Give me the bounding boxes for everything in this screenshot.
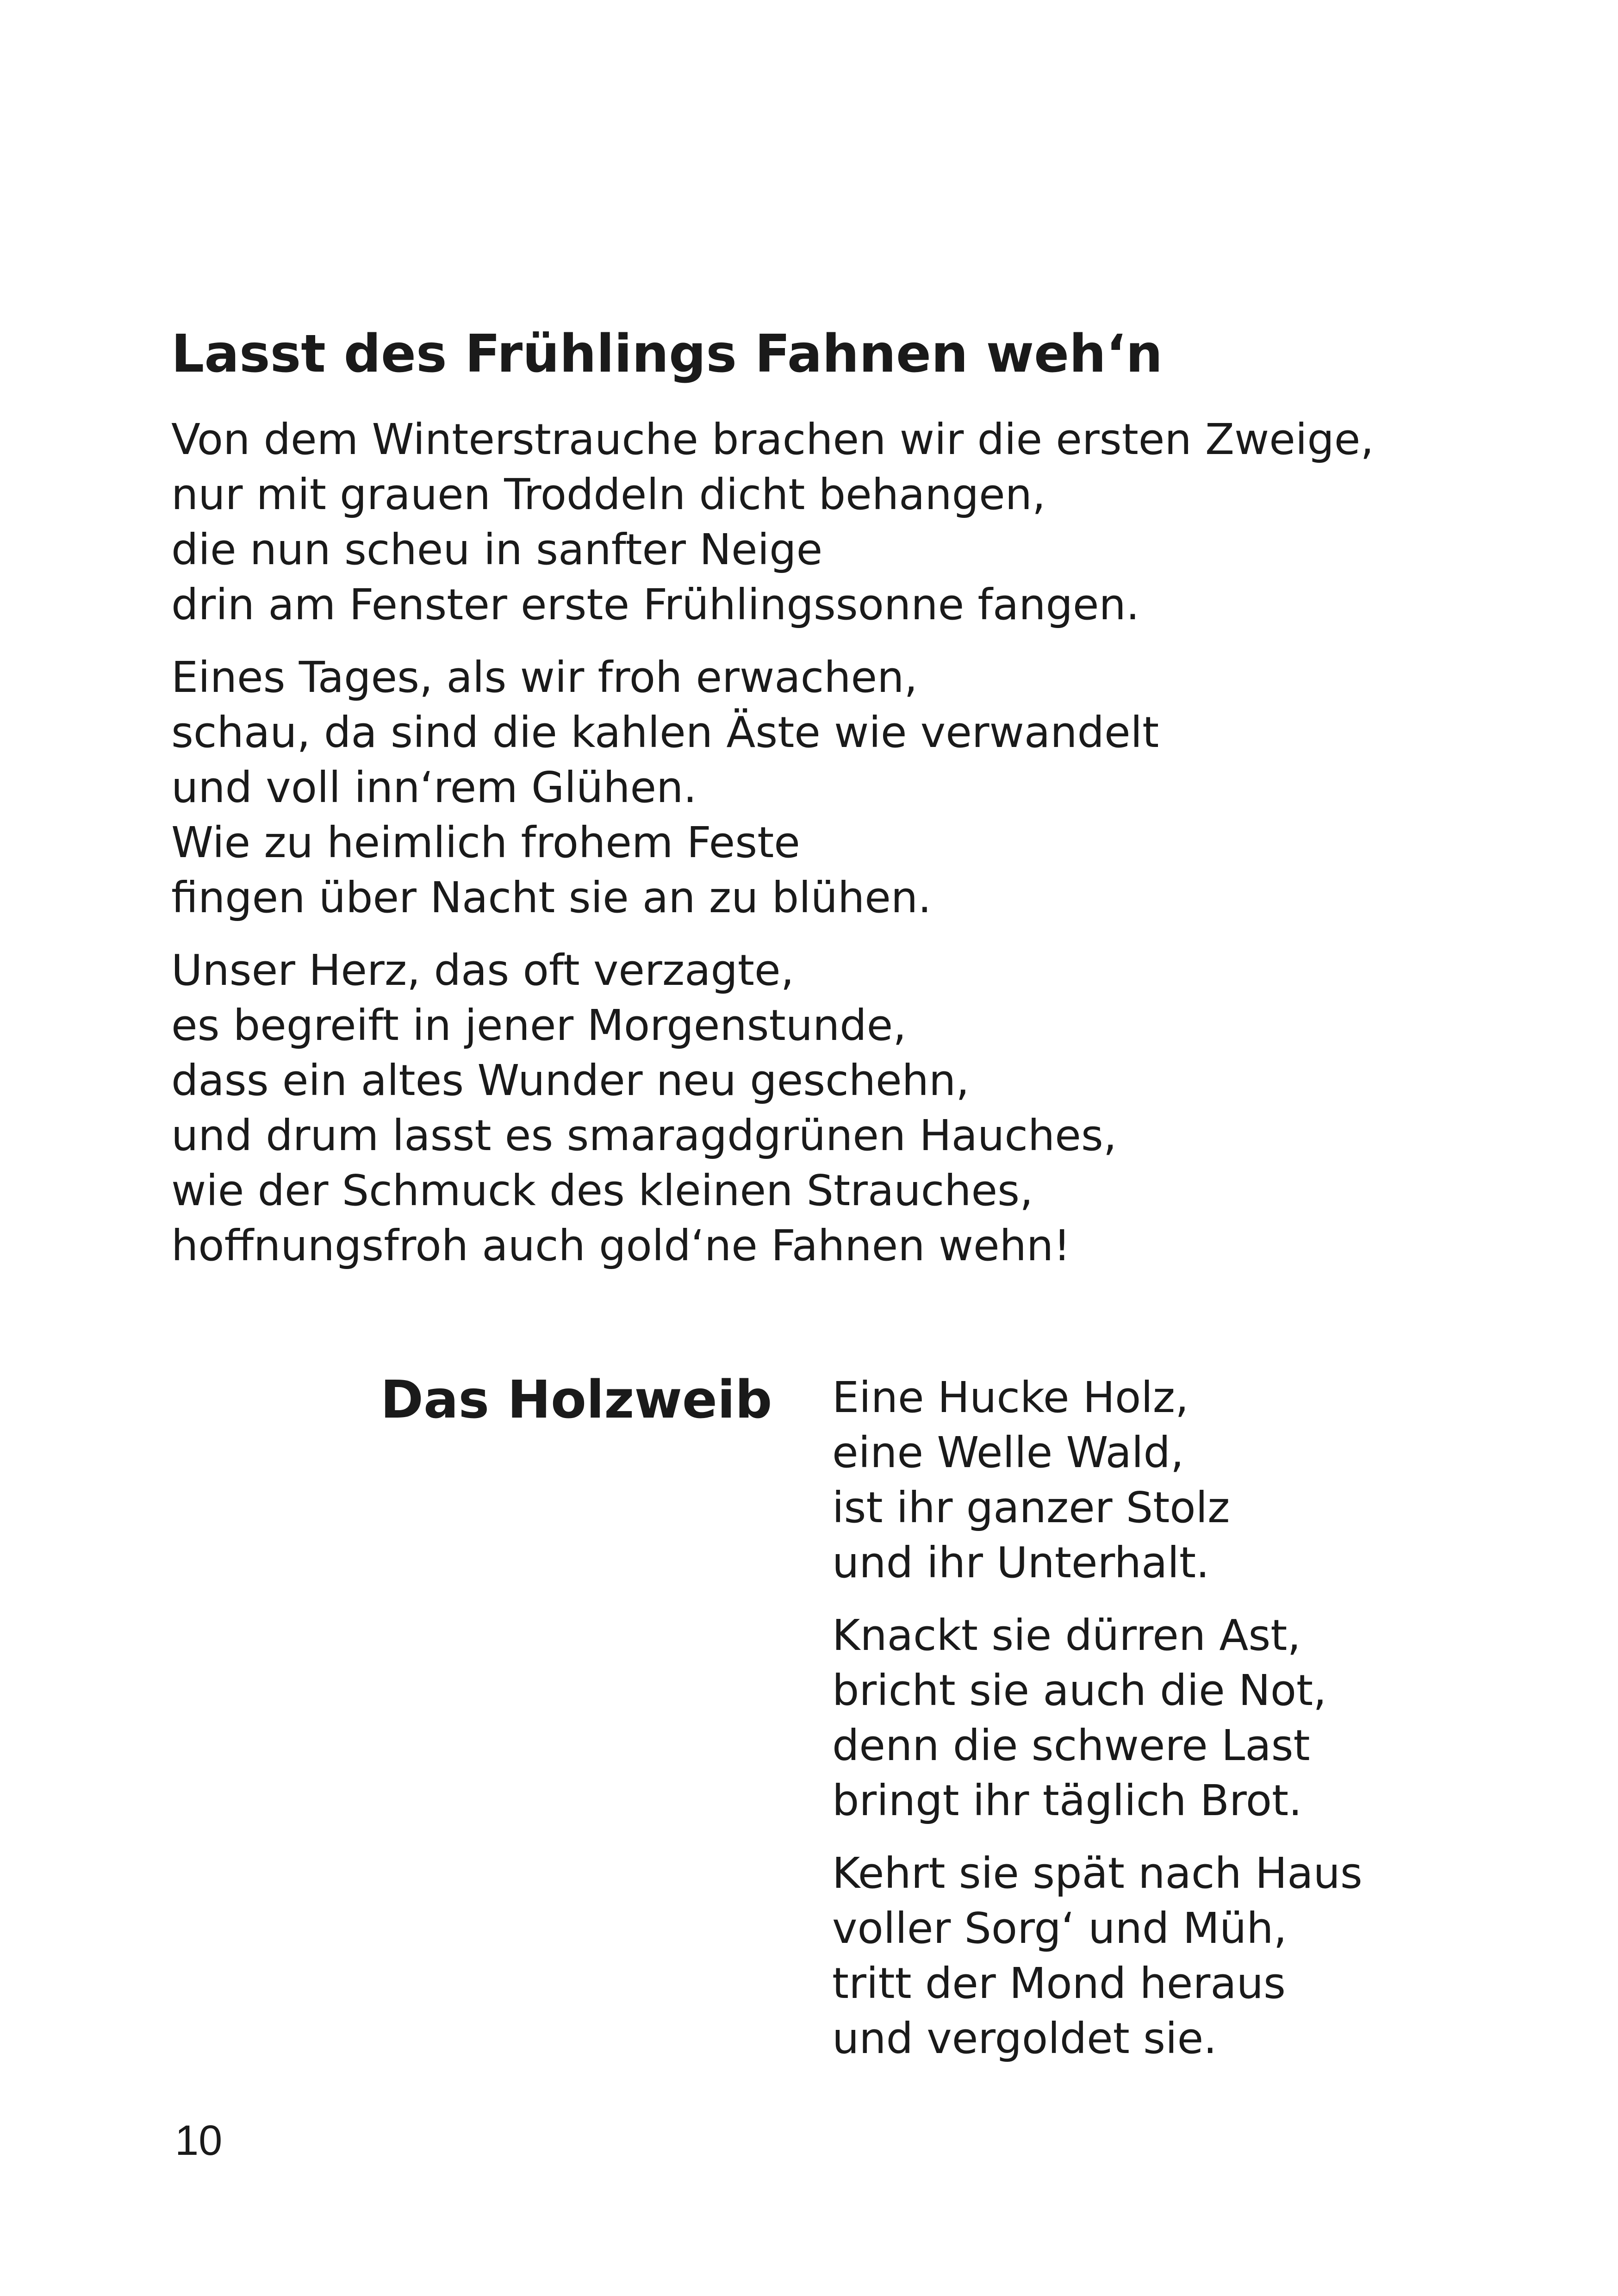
- stanza: [171, 412, 1513, 632]
- poem-line: bricht sie auch die Not,: [832, 1666, 1327, 1715]
- stanza: [832, 1846, 1526, 2066]
- page-number: 10: [175, 2117, 223, 2164]
- poem-line: eine Welle Wald,: [832, 1428, 1184, 1477]
- poem-title: Das Holzweib: [380, 1370, 772, 1430]
- poem-line: dass ein altes Wunder neu geschehn,: [171, 1056, 970, 1105]
- poem-line: und drum lasst es smaragdgrünen Hauches,: [171, 1111, 1117, 1160]
- poem-title: Lasst des Frühlings Fahnen weh‘n: [171, 324, 1163, 384]
- poem-line: Von dem Winterstrauche brachen wir die ersten Zweige,: [171, 415, 1374, 464]
- poem-line: voller Sorg‘ und Müh,: [832, 1904, 1287, 1953]
- poem-line: wie der Schmuck des kleinen Strauches,: [171, 1166, 1033, 1215]
- poem-wood-woman: [832, 1370, 1526, 2084]
- poem-line: Eine Hucke Holz,: [832, 1373, 1189, 1422]
- stanza: [832, 1370, 1526, 1590]
- poem-line: die nun scheu in sanfter Neige: [171, 525, 823, 574]
- stanza: [832, 1608, 1526, 1828]
- poem-line: schau, da sind die kahlen Äste wie verwandelt: [171, 708, 1159, 757]
- poem-line: tritt der Mond heraus: [832, 1959, 1286, 2008]
- poem-line: und vergoldet sie.: [832, 2014, 1217, 2063]
- poem-line: Unser Herz, das oft verzagte,: [171, 946, 794, 995]
- poem-line: und ihr Unterhalt.: [832, 1538, 1210, 1587]
- poem-spring-banners: [171, 319, 1513, 1291]
- stanza: [171, 943, 1513, 1273]
- poem-line: bringt ihr täglich Brot.: [832, 1776, 1302, 1825]
- poem-line: fingen über Nacht sie an zu blühen.: [171, 873, 932, 922]
- poem-line: und voll inn‘rem Glühen.: [171, 763, 697, 812]
- poem-line: nur mit grauen Troddeln dicht behangen,: [171, 470, 1046, 519]
- poem-line: hoffnungsfroh auch gold‘ne Fahnen wehn!: [171, 1221, 1071, 1270]
- poem-line: drin am Fenster erste Frühlingssonne fangen.: [171, 580, 1140, 629]
- poem-line: Eines Tages, als wir froh erwachen,: [171, 653, 918, 702]
- poem-line: Knackt sie dürren Ast,: [832, 1611, 1301, 1660]
- poem-line: ist ihr ganzer Stolz: [832, 1483, 1230, 1532]
- poem-line: es begreift in jener Morgenstunde,: [171, 1001, 907, 1050]
- poem-line: denn die schwere Last: [832, 1721, 1310, 1770]
- poem-line: Kehrt sie spät nach Haus: [832, 1848, 1363, 1898]
- stanza: [171, 650, 1513, 925]
- poem-line: Wie zu heimlich frohem Feste: [171, 818, 800, 867]
